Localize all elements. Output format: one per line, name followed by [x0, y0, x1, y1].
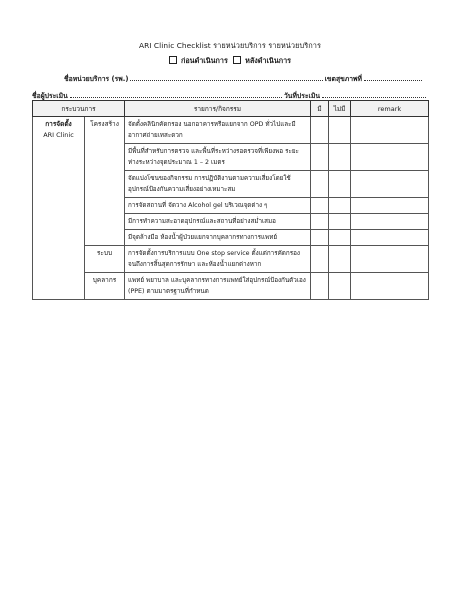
unit-label: ชื่อหน่วยบริการ (รพ.) — [64, 75, 129, 83]
header-yes: มี — [311, 101, 329, 117]
yes-cell[interactable] — [311, 214, 329, 230]
document-title: ARI Clinic Checklist รายหน่วยบริการ รายหน่วยบริการ — [139, 41, 321, 50]
no-cell[interactable] — [329, 171, 351, 198]
item-cell: มีการทำความสะอาดอุปกรณ์และสถานที่อย่างสม่ำเสมอ — [125, 214, 311, 230]
yes-cell[interactable] — [311, 144, 329, 171]
after-label: หลังดำเนินการ — [245, 56, 291, 65]
group-system: ระบบ — [85, 246, 125, 273]
no-cell[interactable] — [329, 198, 351, 214]
assessor-field[interactable] — [70, 91, 282, 98]
item-cell: แพทย์ พยาบาล และบุคลากรทางการแพทย์ใส่อุปกรณ์ป้องกันตัวเอง (PPE) ตามมาตรฐานที่กำหนด — [125, 273, 311, 300]
item-cell: จัดแบ่งโซนของกิจกรรม การปฏิบัติงานตามความเสี่ยงโดยใช้อุปกรณ์ป้องกันความเสี่ยงอย่างเหมาะสม — [125, 171, 311, 198]
yes-cell[interactable] — [311, 273, 329, 300]
no-cell[interactable] — [329, 273, 351, 300]
health-region-field[interactable] — [364, 74, 422, 81]
after-checkbox[interactable] — [233, 56, 241, 64]
header-process: กระบวนการ — [33, 101, 125, 117]
yes-cell[interactable] — [311, 230, 329, 246]
table-header-row — [33, 101, 429, 117]
yes-cell[interactable] — [311, 198, 329, 214]
header-no: ไม่มี — [329, 101, 351, 117]
remark-cell[interactable] — [351, 273, 429, 300]
no-cell[interactable] — [329, 230, 351, 246]
remark-cell[interactable] — [351, 214, 429, 230]
group-personnel: บุคลากร — [85, 273, 125, 300]
yes-cell[interactable] — [311, 117, 329, 144]
no-cell[interactable] — [329, 144, 351, 171]
header-remark: remark — [351, 101, 429, 117]
table-row — [33, 273, 429, 300]
checklist-table — [32, 100, 429, 300]
no-cell[interactable] — [329, 214, 351, 230]
table-row — [33, 117, 429, 144]
table-row — [33, 246, 429, 273]
date-field[interactable] — [322, 91, 426, 98]
no-cell[interactable] — [329, 117, 351, 144]
assessor-label: ชื่อผู้ประเมิน — [32, 92, 68, 100]
remark-cell[interactable] — [351, 198, 429, 214]
health-region-label: เขตสุขภาพที่ — [324, 75, 362, 83]
before-label: ก่อนดำเนินการ — [180, 56, 228, 65]
group-structure: โครงสร้าง — [85, 117, 125, 246]
remark-cell[interactable] — [351, 117, 429, 144]
remark-cell[interactable] — [351, 246, 429, 273]
category-label: การจัดตั้ง — [45, 120, 72, 128]
phase-options — [0, 56, 460, 67]
no-cell[interactable] — [329, 246, 351, 273]
unit-line — [64, 73, 424, 84]
yes-cell[interactable] — [311, 246, 329, 273]
remark-cell[interactable] — [351, 171, 429, 198]
remark-cell[interactable] — [351, 230, 429, 246]
item-cell: จัดตั้งคลินิกคัดกรอง นอกอาคารหรือแยกจาก OPD ทั่วไปและมีอากาศถ่ายเทสะดวก — [125, 117, 311, 144]
item-cell: มีพื้นที่สำหรับการตรวจ และพื้นที่ระหว่างรอตรวจที่เพียงพอ ระยะห่างระหว่างจุดประมาณ 1 – 2 เมตร — [125, 144, 311, 171]
category-cell — [33, 117, 85, 300]
item-cell: การจัดสถานที่ จัดวาง Alcohol gel บริเวณจุดต่าง ๆ — [125, 198, 311, 214]
header-activity: รายการ/กิจกรรม — [125, 101, 311, 117]
before-checkbox[interactable] — [169, 56, 177, 64]
yes-cell[interactable] — [311, 171, 329, 198]
remark-cell[interactable] — [351, 144, 429, 171]
category-sub-label: ARI Clinic — [43, 131, 74, 139]
date-label: วันที่ประเมิน — [283, 92, 320, 100]
unit-field[interactable] — [130, 74, 322, 81]
item-cell: มีจุดล้างมือ ห้องน้ำผู้ป่วยแยกจากบุคลากรทางการแพทย์ — [125, 230, 311, 246]
item-cell: การจัดตั้งการบริการแบบ One stop service ตั้งแต่การคัดกรองจนถึงการสิ้นสุดการรักษา และห้องน้ำแยกต่างหาก — [125, 246, 311, 273]
